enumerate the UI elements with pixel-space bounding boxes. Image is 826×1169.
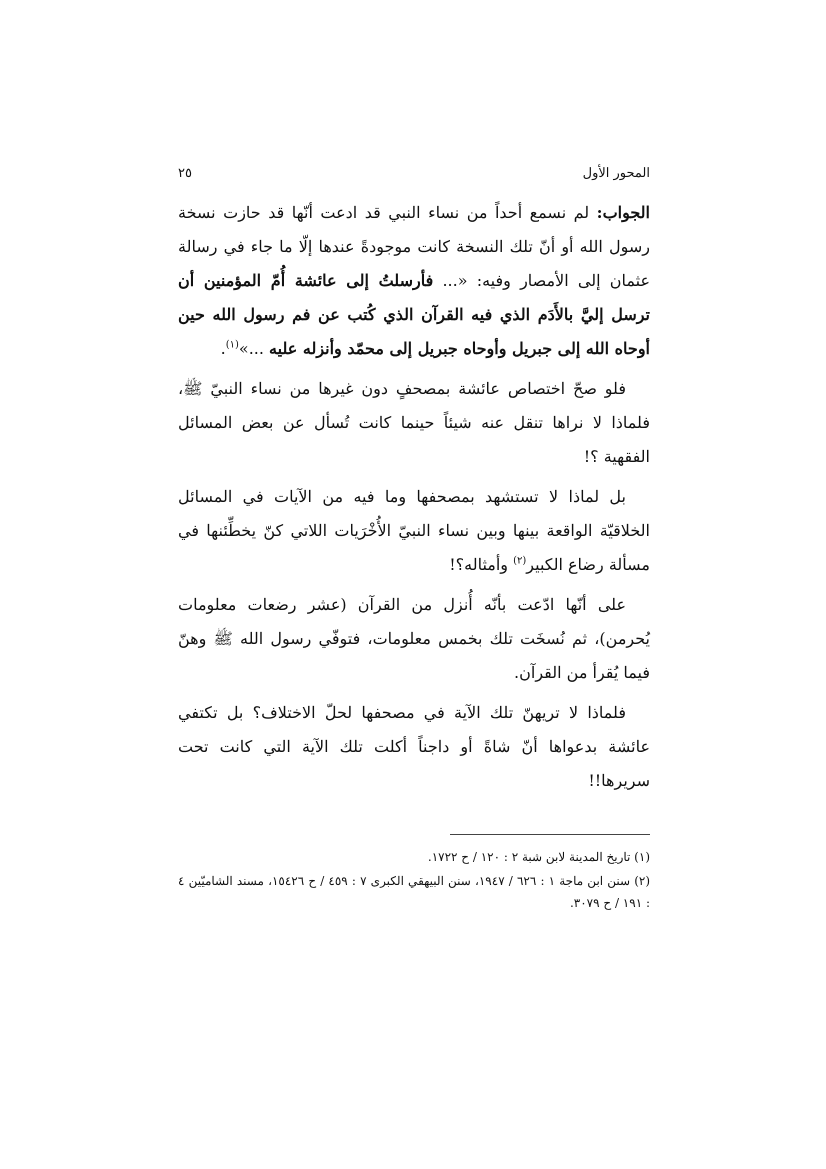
running-header (178, 162, 650, 186)
header-title: المحور الأول (582, 166, 650, 181)
footnotes (178, 846, 650, 916)
footnote-ref-1[interactable]: (١) (225, 339, 239, 351)
quote-text: فأرسلتُ إلى عائشة أُمّ المؤمنين أن ترسل إليَّ بالأَدَم الذي فيه القرآن الذي كُتب عن فم رسول الله حين أوحاه الله إلى جبريل وأوحاه جبريل إلى محمّد وأنزله عليه (178, 271, 650, 358)
footnote-ref-2[interactable]: (٢) (513, 555, 527, 567)
paragraph-2: فلو صحّ اختصاص عائشة بمصحفٍ دون غيرها من نساء النبيّ ﷺ، فلماذا لا نراها تنقل عنه شيئاً حينما كانت تُسأل عن بعض المسائل الفقهية ؟! (178, 379, 650, 466)
paragraph-1-text: لم نسمع أحداً من نساء النبي قد ادعت أنّها قد حازت نسخة رسول الله أو أنّ تلك النسخة كانت موجودةً عندها إلّا ما جاء في رسالة عثمان إلى الأمصار وفيه: «... (178, 203, 651, 290)
quote-end: ...» (238, 339, 270, 358)
paragraph-1-dot: . (220, 339, 226, 358)
paragraph-1 (178, 196, 650, 366)
footnote-divider (450, 834, 650, 835)
body-text (178, 196, 650, 804)
paragraph-3 (178, 480, 650, 582)
footnote-2: (٢) سنن ابن ماجة ١ : ٦٢٦ / ١٩٤٧، سنن البيهقي الكبرى ٧ : ٤٥٩ / ح ١٥٤٢٦، مسند الشاميّين ٤ : ١٩١ / ح ٣٠٧٩. (178, 874, 651, 910)
paragraph-5: فلماذا لا تريهنّ تلك الآية في مصحفها لحلّ الاختلاف؟ بل تكتفي عائشة بدعواها أنّ شاةً أو داجناً أكلت تلك الآية التي كانت تحت سريرها!! (178, 703, 650, 790)
footnote-1: (١) تاريخ المدينة لابن شبة ٢ : ١٢٠ / ح ١٧٢٢. (427, 850, 650, 864)
paragraph-3-end: وأمثاله؟! (449, 555, 514, 574)
paragraph-3-text: بل لماذا لا تستشهد بمصحفها وما فيه من الآيات في المسائل الخلاقيّة الواقعة بينها وبين نساء النبيّ الأُخْرَيات اللاتي كنّ يخطِّئنها في مسألة رضاع الكبير (178, 487, 650, 574)
paragraph-4: على أنّها ادّعت بأنّه أُنزل من القرآن (عشر رضعات معلومات يُحرمن)، ثم نُسخَت تلك بخمس معلومات، فتوفّي رسول الله ﷺ وهنّ فيما يُقرأ من القرآن. (178, 595, 650, 682)
page-number: ٢٥ (178, 166, 192, 181)
answer-label: الجواب: (596, 203, 650, 222)
